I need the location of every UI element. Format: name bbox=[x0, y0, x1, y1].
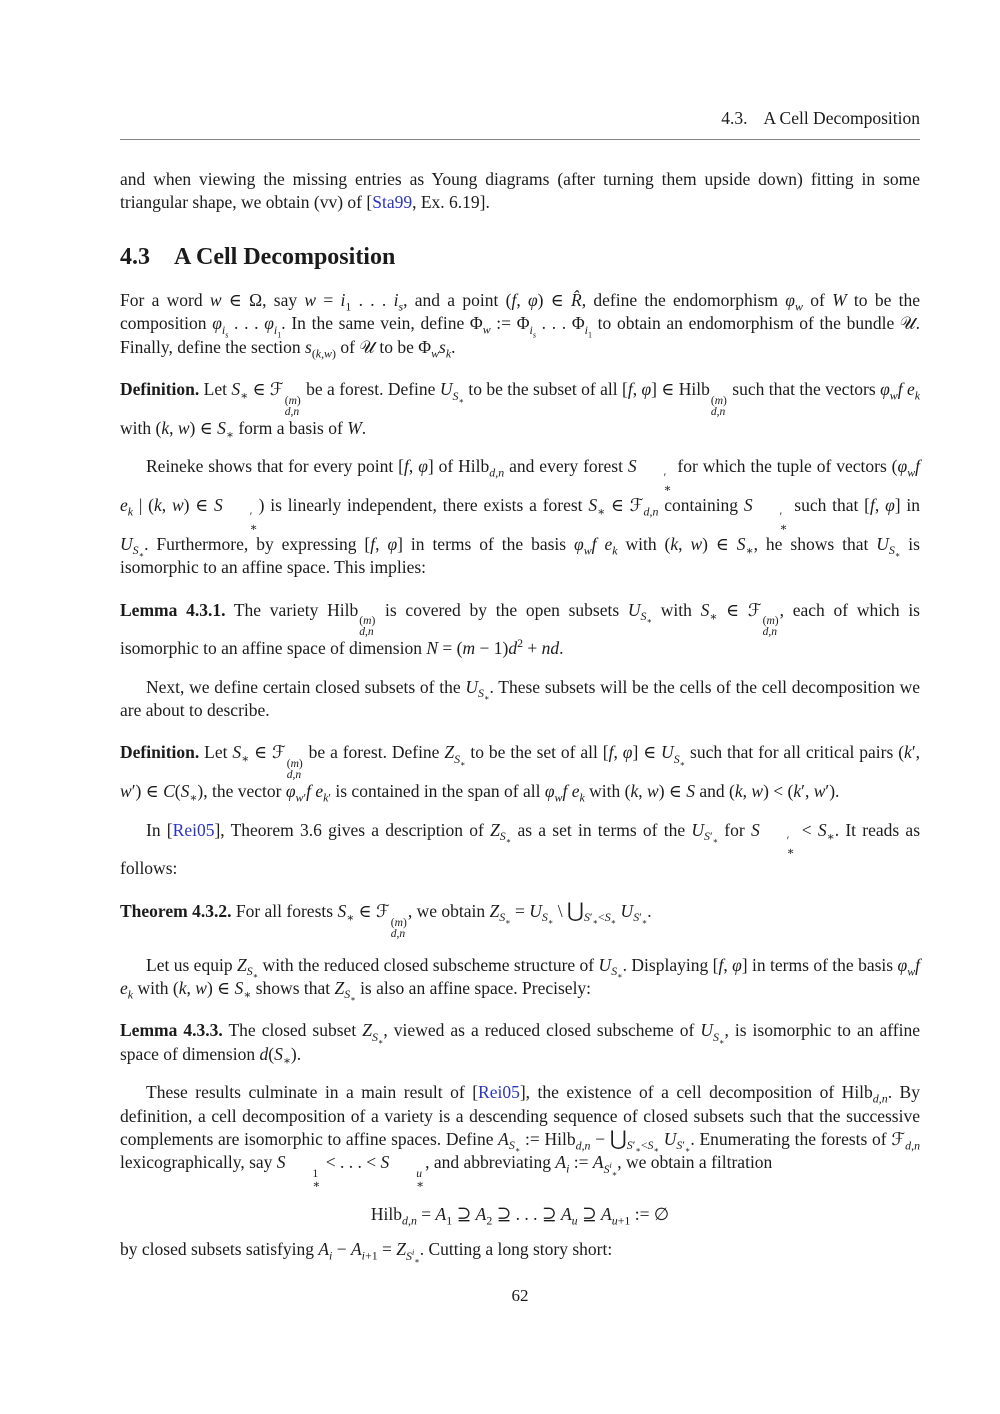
running-header-section-number: 4.3. bbox=[721, 108, 748, 128]
paragraph-young-diagrams: and when viewing the missing entries as Young diagrams (after turning them upside down) fitting in some triangular shape, we obtain (vv) of [Sta99, Ex. 6.19]. bbox=[120, 169, 920, 213]
paragraph-equip-subscheme: Let us equip $Z_{S_∗}$ with the reduced closed subscheme structure of $U_{S_∗}$. Displaying [f, φ] in terms of the basis $\varphi_wf$ $e_k$ with (k, w) ∈ $S_∗$ shows that $Z_{S_∗}$ is also an affine space. Precisely: bbox=[120, 954, 920, 1004]
page-number: 62 bbox=[511, 1285, 529, 1305]
section-title: A Cell Decomposition bbox=[174, 243, 396, 270]
paragraph-cell-decomposition-result: These results culminate in a main result of [Rei05], the existence of a cell decomposition of Hilb$_{d,n}$. By definition, a cell decomposition of a variety is a descending sequence of closed subsets such that the successive complements are isomorphic to affine spaces. Define $A_{S_∗}$ := Hilb$_{d,n}$ − $⋃_{S'_∗<S_∗}$ $U_{S'_∗}$. Enumerating the forests of ℱ$_{d,n}$ lexicographically, say S 1 ∗ < . . . < S u ∗ , and abbreviating $A_i$ := $A_{S^i_∗}$, we obtain a filtration bbox=[120, 1082, 921, 1192]
lemma-4-3-1: Lemma 4.3.1. The variety Hilb (m) d,n is covered by the open subsets $U_{S_∗}$ with $S_∗$ ∈ ℱ (m) d,n , each of which is isomorphic to an affine space of dimension $N = (m - 1)d^2$ + nd. bbox=[120, 599, 920, 659]
lemma-4-3-3: Lemma 4.3.3. The closed subset $Z_{S_∗}$, viewed as a reduced closed subscheme of $U_{S_∗}$, is isomorphic to an affine space of dimension $d(S_∗)$. bbox=[120, 1020, 920, 1068]
paragraph-word-endomorphism: For a word w ∈ Ω, say $w = i_1$ . . . $i_s$, and a point (f, φ) ∈ R̂, define the endomorphism $\varphi_w$ of W to be the composition $\varphi_{i_s}$ . . . $\varphi_{i_1}$. In the same vein, define $\Phi_w$ := $\Phi_{i_s}$ . . . $\Phi_{i_1}$ to obtain an endomorphism of the bundle 𝒰. Finally, define the section $s_{(k,w)}$ of 𝒰 to be $\Phi_ws_k$. bbox=[120, 289, 921, 361]
section-number: 4.3 bbox=[120, 243, 150, 270]
text-column bbox=[120, 108, 920, 1306]
definition-open-subsets: Definition. Let $S_∗$ ∈ ℱ (m) d,n be a forest. Define $U_{S_∗}$ to be the subset of all [f, φ] ∈ Hilb (m) d,n such that the vectors $\varphi_wf$ $e_k$ with (k, w) ∈ $S_∗$ form a basis of W. bbox=[120, 379, 921, 442]
paragraph-closing: by closed subsets satisfying $A_i - A_{i+1} = Z_{S^i_∗}$. Cutting a long story short: bbox=[120, 1239, 613, 1265]
section-heading bbox=[120, 243, 920, 271]
citation-rei05[interactable]: Rei05 bbox=[172, 819, 215, 840]
citation-rei05-main[interactable]: Rei05 bbox=[478, 1082, 520, 1103]
paragraph-next-closed-subsets: Next, we define certain closed subsets of the $U_{S_∗}$. These subsets will be the cells of the cell decomposition we are about to describe. bbox=[120, 676, 920, 721]
theorem-4-3-2: Theorem 4.3.2. For all forests $S_∗$ ∈ ℱ (m) d,n , we obtain $Z_{S_∗} = U_{S_∗}$ \ $⋃_{S'_∗<S_∗}$ $U_{S'_∗}$. bbox=[120, 899, 652, 940]
paragraph-reineke: Reineke shows that for every point [f, φ] of Hilb$_{d,n}$ and every forest S ′ ∗ for which the tuple of vectors ($\varphi_wf$ $e_k$ | (k, w) ∈ S ′ ∗ ) is linearly independent, there exists a forest $S_∗$ ∈ ℱ$_{d,n}$ containing S ′ ∗ such that [f, φ] in $U_{S_∗}$. Furthermore, by expressing [f, φ] in terms of the basis $\varphi_wf$ $e_k$ with (k, w) ∈ $S_∗$, he shows that $U_{S_∗}$ is isomorphic to an affine space. This implies: bbox=[120, 456, 921, 578]
running-header bbox=[120, 108, 920, 140]
display-equation-filtration: Hilb$_{d,n}$ = $A_1$ ⊇ $A_2$ ⊇ . . . ⊇ $A_u$ ⊇ $A_{u+1}$ := ∅ bbox=[370, 1204, 670, 1228]
citation-sta99[interactable]: Sta99 bbox=[372, 192, 413, 213]
paragraph-rei05-theorem: In [Rei05], Theorem 3.6 gives a description of $Z_{S_∗}$ as a set in terms of the $U_{S'_∗}$ for S ′ ∗ < $S_∗$. It reads as follows: bbox=[120, 819, 920, 879]
running-header-section-title: A Cell Decomposition bbox=[763, 108, 920, 128]
definition-cells: Definition. Let $S_∗$ ∈ ℱ (m) d,n be a forest. Define $Z_{S_∗}$ to be the set of all [f, φ] ∈ $U_{S_∗}$ such that for all critical pairs (k′, w′) ∈ $C(S_∗)$, the vector $\varphi_{w'}f$ $e_{k'}$ is contained in the span of all $\varphi_wf$ $e_k$ with (k, w) ∈ S and (k, w) < (k′, w′). bbox=[120, 742, 921, 805]
